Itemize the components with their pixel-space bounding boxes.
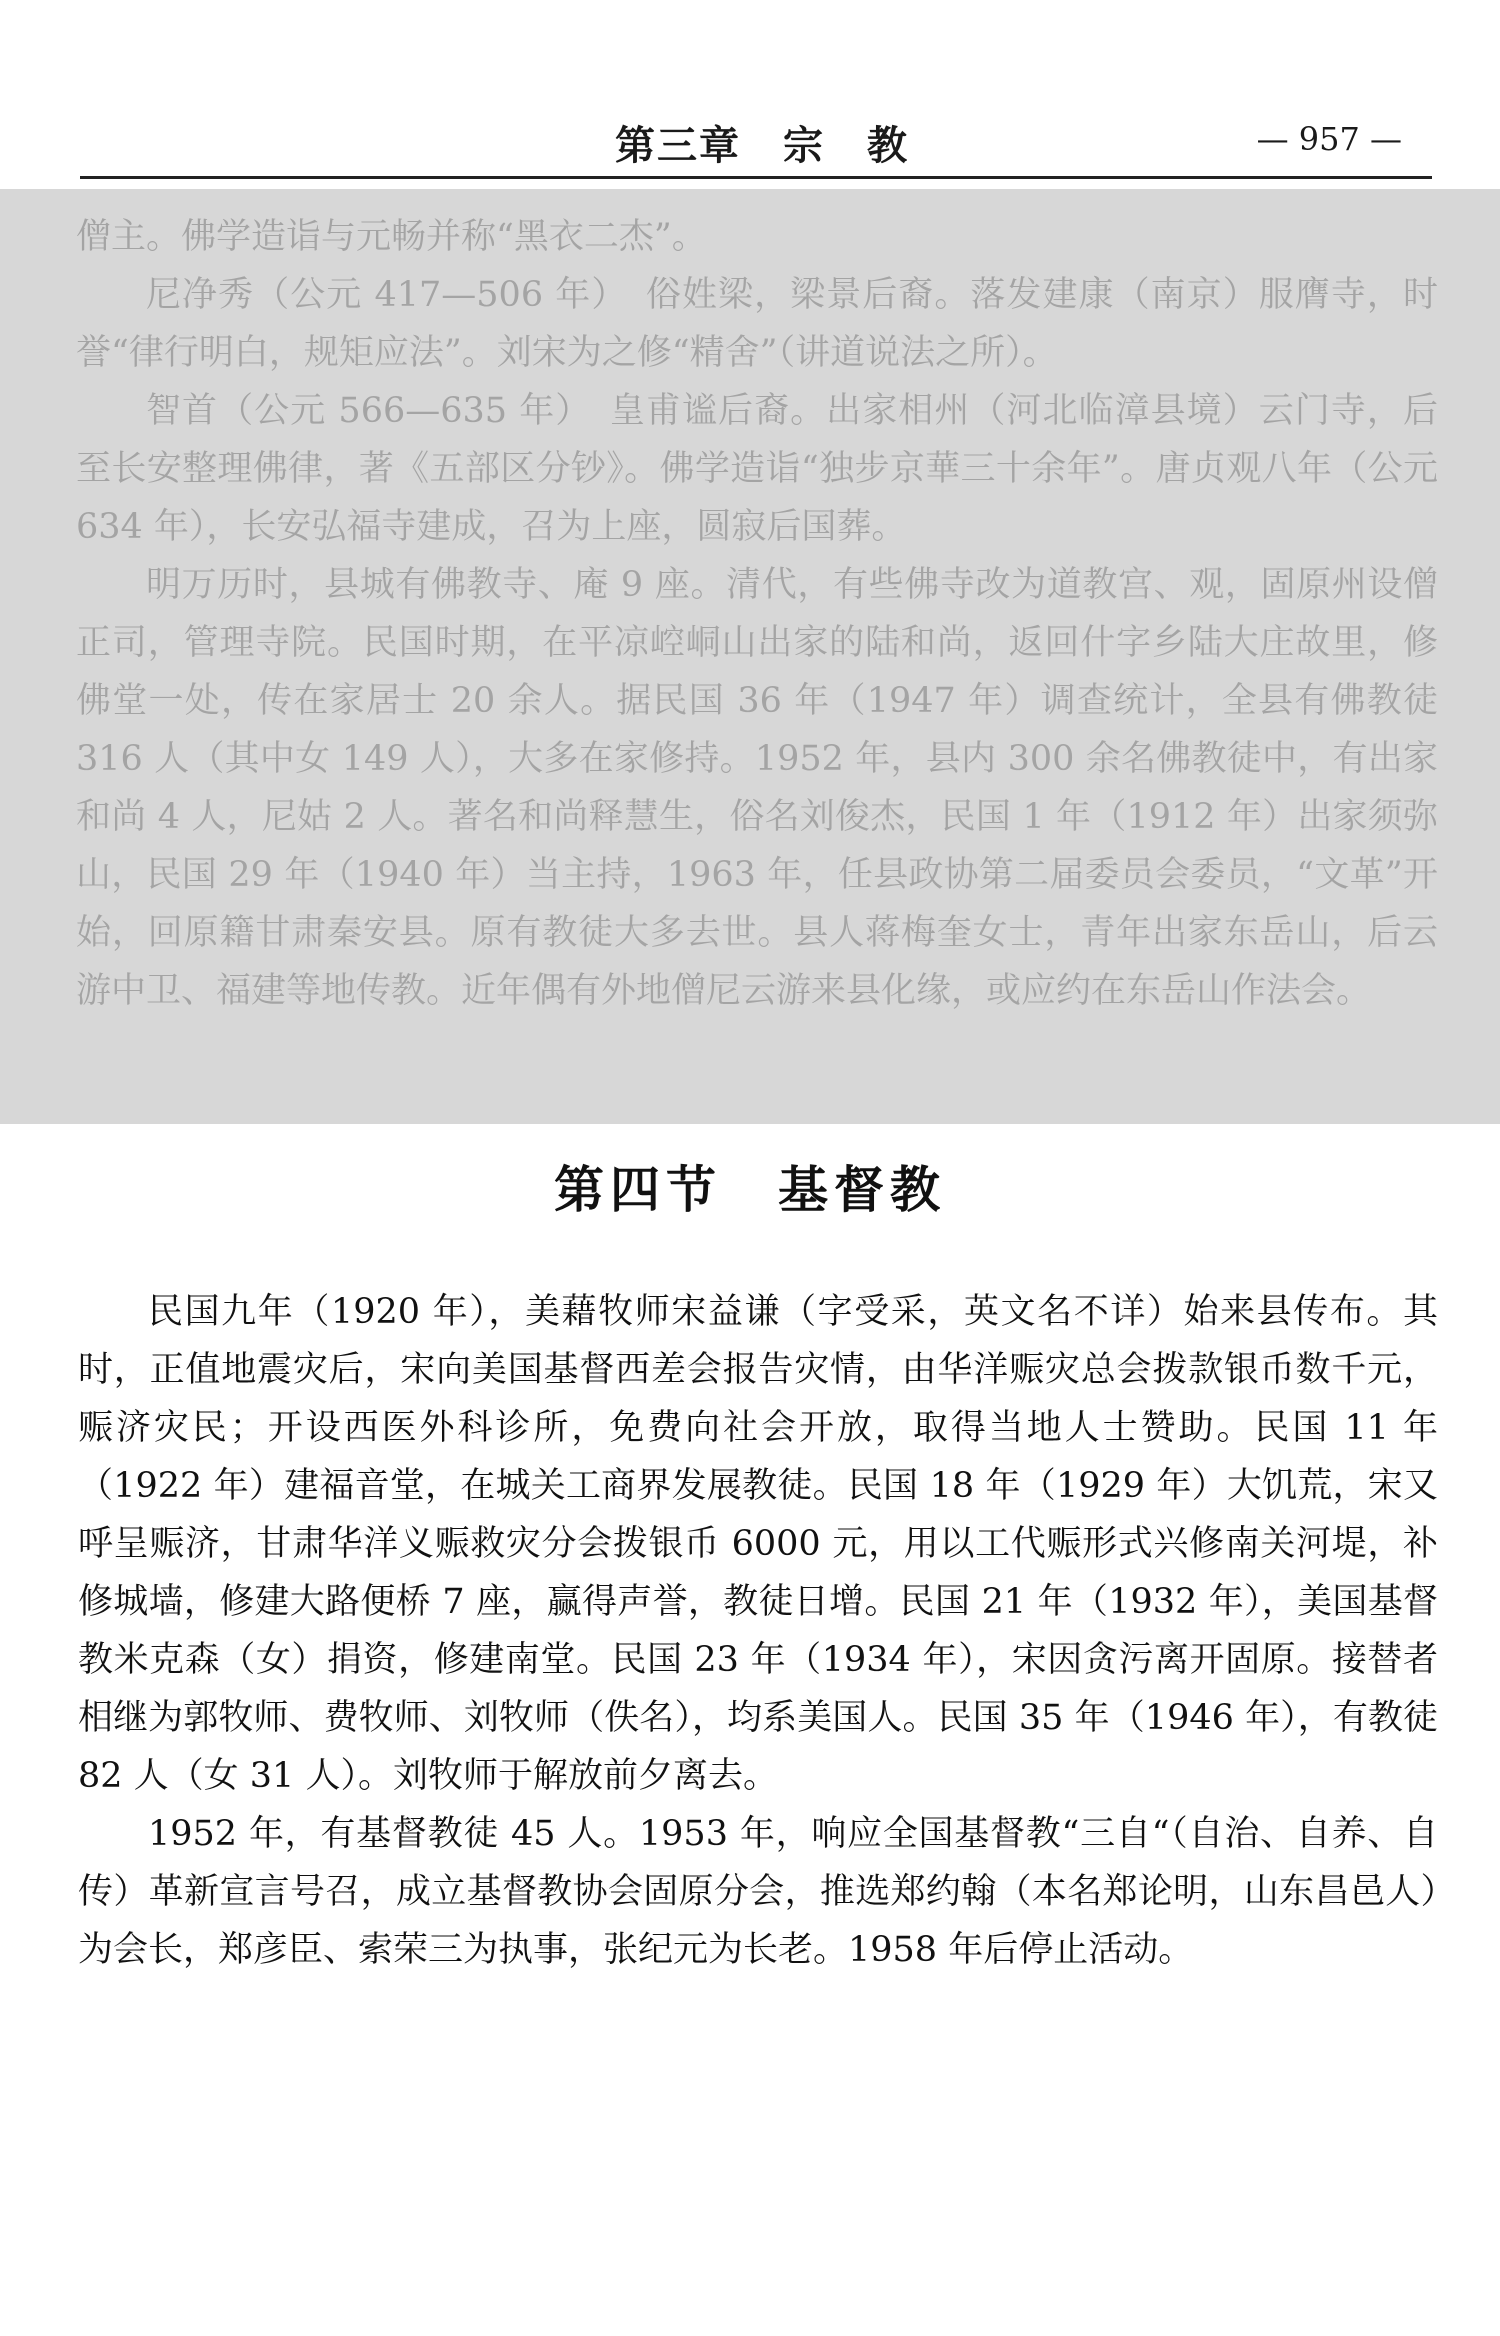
shaded-paragraph: 僧主。佛学造诣与元畅并称“黑衣二杰”。 <box>76 217 707 257</box>
shaded-paragraph: 尼净秀（公元 417—506 年） 俗姓梁，梁景后裔。落发建康（南京）服膺寺，时誉“律行明白，规矩应法”。刘宋为之修“精舍”（讲道说法之所）。 <box>76 275 1438 373</box>
section-heading-title: 基督教 <box>778 1160 946 1219</box>
body-paragraph: 1952 年，有基督教徒 45 人。1953 年，响应全国基督教“三自“（自治、自养、自传）革新宣言号召，成立基督教协会固原分会，推选郑约翰（本名郑论明，山东昌邑人）为会长，郑彦臣、索荣三为执事，张纪元为长老。1958 年后停止活动。 <box>78 1814 1438 1970</box>
shaded-text-block <box>76 208 1438 1020</box>
body-paragraph: 民国九年（1920 年），美藉牧师宋益谦（字受采，英文名不详）始来县传布。其时，正值地震灾后，宋向美国基督西差会报告灾情，由华洋赈灾总会拨款银币数千元，赈济灾民；开设西医外科诊所，免费向社会开放，取得当地人士赞助。民国 11 年（1922 年）建福音堂，在城关工商界发展教徒。民国 18 年（1929 年）大饥荒，宋又呼呈赈济，甘肃华洋义赈救灾分会拨银币 6000 元，用以工代赈形式兴修南关河堤，补修城墙，修建大路便桥 7 座，赢得声誉，教徒日增。民国 21 年（1932 年），美国基督教米克森（女）捐资，修建南堂。民国 23 年（1934 年），宋因贪污离开固原。接替者相继为郭牧师、费牧师、刘牧师（佚名），均系美国人。民国 35 年（1946 年），有教徒 82 人（女 31 人）。刘牧师于解放前夕离去。 <box>78 1292 1438 1796</box>
shaded-paragraph: 明万历时，县城有佛教寺、庵 9 座。清代，有些佛寺改为道教宫、观，固原州设僧正司，管理寺院。民国时期，在平凉崆峒山出家的陆和尚，返回什字乡陆大庄故里，修佛堂一处，传在家居士 20 余人。据民国 36 年（1947 年）调查统计，全县有佛教徒 316 人（其中女 149 人），大多在家修持。1952 年，县内 300 余名佛教徒中，有出家和尚 4 人，尼姑 2 人。著名和尚释慧生，俗名刘俊杰，民国 1 年（1912 年）出家须弥山，民国 29 年（1940 年）当主持，1963 年，任县政协第二届委员会委员，“文革”开始，回原籍甘肃秦安县。原有教徒大多去世。县人蒋梅奎女士，青年出家东岳山，后云游中卫、福建等地传教。近年偶有外地僧尼云游来县化缘，或应约在东岳山作法会。 <box>76 565 1438 1011</box>
section-heading-number: 第四节 <box>554 1160 722 1219</box>
chapter-title: 第三章 宗 教 <box>615 122 909 169</box>
shaded-paragraph: 智首（公元 566—635 年） 皇甫谧后裔。出家相州（河北临漳县境）云门寺，后至长安整理佛律，著《五部区分钞》。佛学造诣“独步京華三十余年”。唐贞观八年（公元 634 年），长安弘福寺建成，召为上座，圆寂后国葬。 <box>76 391 1438 547</box>
page-number: — 957 — <box>1256 120 1402 158</box>
page-header <box>80 108 1432 176</box>
header-rule <box>80 176 1432 179</box>
section-heading <box>0 1150 1500 1222</box>
section-body <box>78 1283 1438 1979</box>
